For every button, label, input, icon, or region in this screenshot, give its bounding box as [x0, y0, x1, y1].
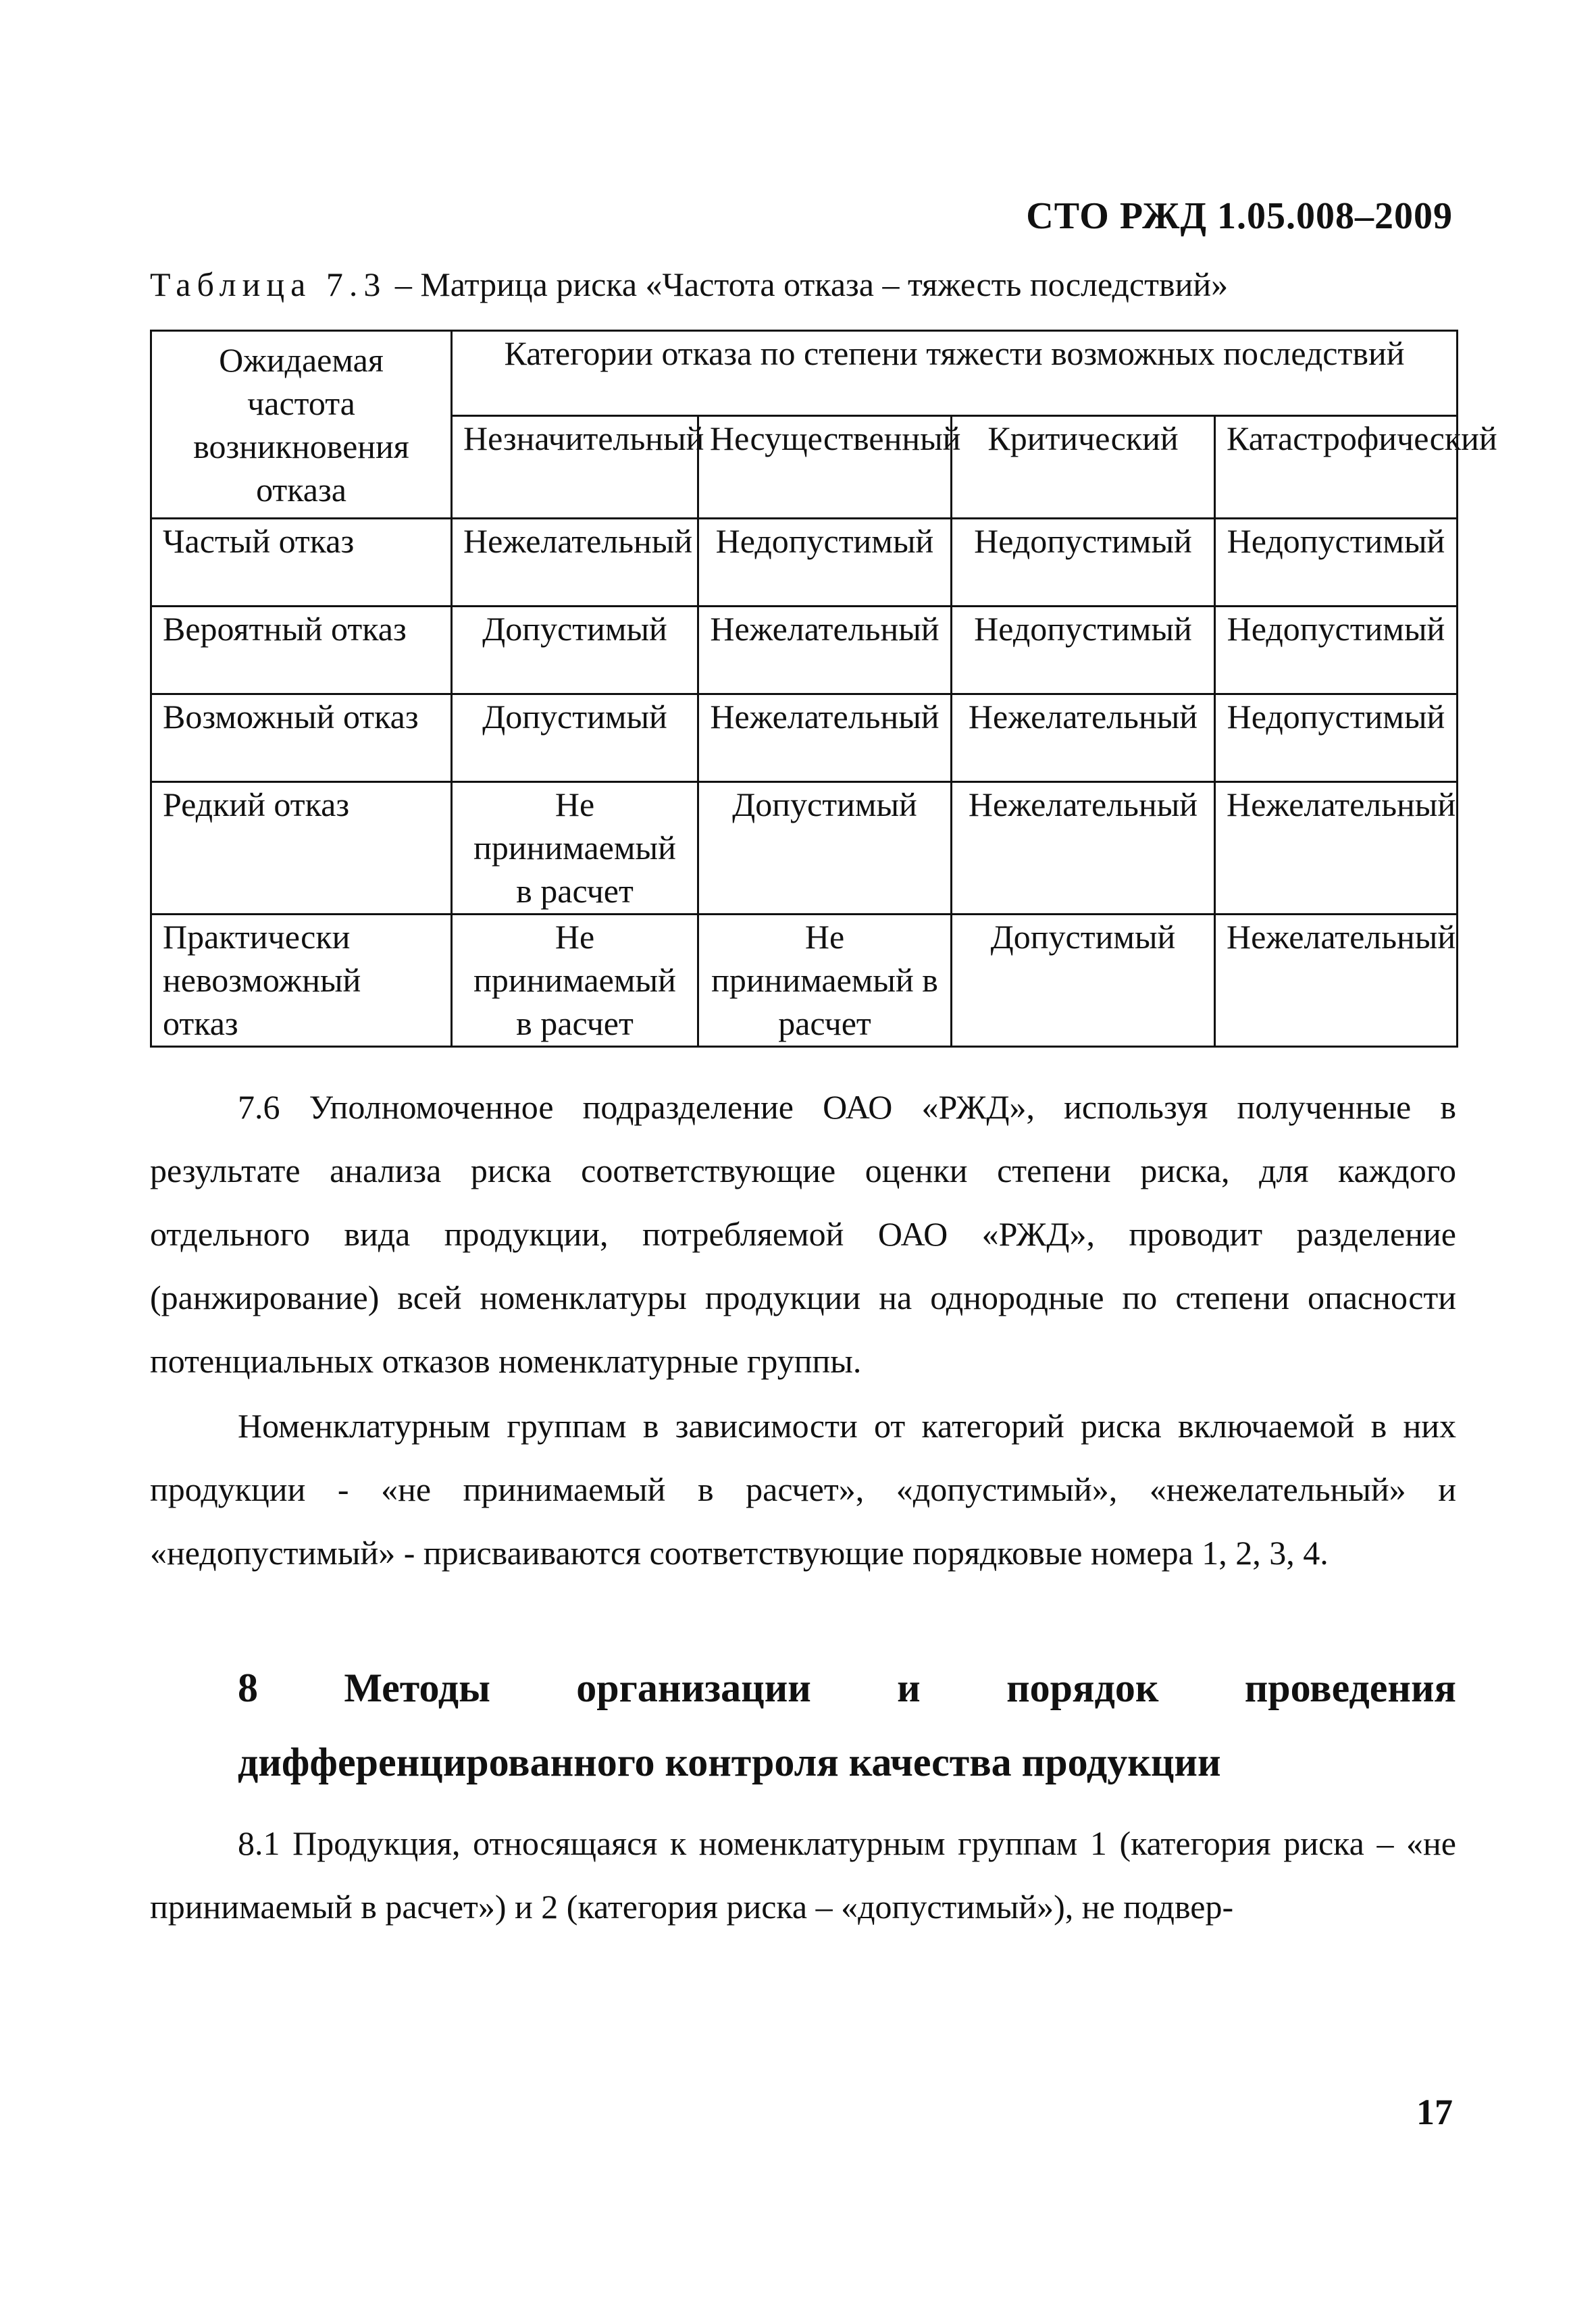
table-cell: Не принимаемый в расчет — [452, 915, 698, 1047]
page-number: 17 — [1416, 2092, 1453, 2132]
table-cell: Допустимый — [952, 915, 1215, 1047]
table-cell: Недопустимый — [1215, 694, 1458, 782]
paragraph-groups-text: Номенклатурным группам в зависимости от категорий риска включаемой в них продукции - «не принимаемый в расчет», «допустимый», «нежелательный» и «недопустимый» - присваиваются соответствующие порядковые номера 1, 2, 3, 4. — [150, 1407, 1456, 1572]
table-cell: Недопустимый — [1215, 607, 1458, 694]
table-cell: Нежелательный — [1215, 915, 1458, 1047]
table-cell: Недопустимый — [952, 607, 1215, 694]
table-cell: Не принимаемый в расчет — [452, 782, 698, 915]
table-caption-text: – Матрица риска «Частота отказа – тяжесть последствий» — [386, 265, 1229, 303]
row-label: Возможный отказ — [151, 694, 452, 782]
table-cell: Недопустимый — [1215, 519, 1458, 607]
table-row — [151, 782, 1458, 915]
section-8-heading: 8 Методы организации и порядок проведения дифференцированного контроля качества продукции — [238, 1666, 1456, 1784]
table-row — [151, 694, 1458, 782]
paragraph-groups — [150, 1394, 1456, 1585]
table-cell: Допустимый — [452, 694, 698, 782]
row-label: Частый отказ — [151, 519, 452, 607]
severity-group-header: Категории отказа по степени тяжести возможных последствий — [452, 331, 1458, 416]
row-header-title: Ожидаемая частота возникновения отказа — [151, 331, 452, 519]
table-row — [151, 607, 1458, 694]
table-cell: Недопустимый — [952, 519, 1215, 607]
table-row — [151, 519, 1458, 607]
row-label: Редкий отказ — [151, 782, 452, 915]
table-cell: Нежелательный — [952, 694, 1215, 782]
table-cell: Допустимый — [452, 607, 698, 694]
column-header: Незначительный — [452, 416, 698, 519]
row-label: Вероятный отказ — [151, 607, 452, 694]
row-label: Практически невозможный отказ — [151, 915, 452, 1047]
document-code: СТО РЖД 1.05.008–2009 — [1026, 195, 1453, 237]
table-cell: Нежелательный — [698, 694, 952, 782]
column-header: Критический — [952, 416, 1215, 519]
table-cell: Нежелательный — [452, 519, 698, 607]
paragraph-8-1-text: 8.1 Продукция, относящаяся к номенклатурным группам 1 (категория риска – «не принимаемый в расчет») и 2 (категория риска – «допустимый»), не подвер- — [150, 1824, 1456, 1926]
table-cell: Не принимаемый в расчет — [698, 915, 952, 1047]
paragraph-7-6-text: 7.6 Уполномоченное подразделение ОАО «РЖД», используя полученные в результате анализа риска соответствующие оценки степени риска, для каждого отдельного вида продукции, потребляемой ОАО «РЖД», проводит разделение (ранжирование) всей номенклатуры продукции на однородные по степени опасности потенциальных отказов номенклатурные группы. — [150, 1088, 1456, 1380]
risk-matrix-table — [150, 330, 1497, 1048]
column-header: Несущественный — [698, 416, 952, 519]
table-row — [151, 915, 1458, 1047]
table-cell: Нежелательный — [1215, 782, 1458, 915]
table-caption-label: Таблица 7.3 — [150, 265, 387, 303]
paragraph-7-6 — [150, 1075, 1456, 1393]
table-cell: Нежелательный — [952, 782, 1215, 915]
table-caption — [150, 265, 1228, 304]
table-cell: Допустимый — [698, 782, 952, 915]
table-cell: Недопустимый — [698, 519, 952, 607]
table-cell: Нежелательный — [698, 607, 952, 694]
column-header: Катастрофический — [1215, 416, 1458, 519]
table-header-row — [151, 331, 1458, 416]
paragraph-8-1 — [150, 1811, 1456, 1938]
